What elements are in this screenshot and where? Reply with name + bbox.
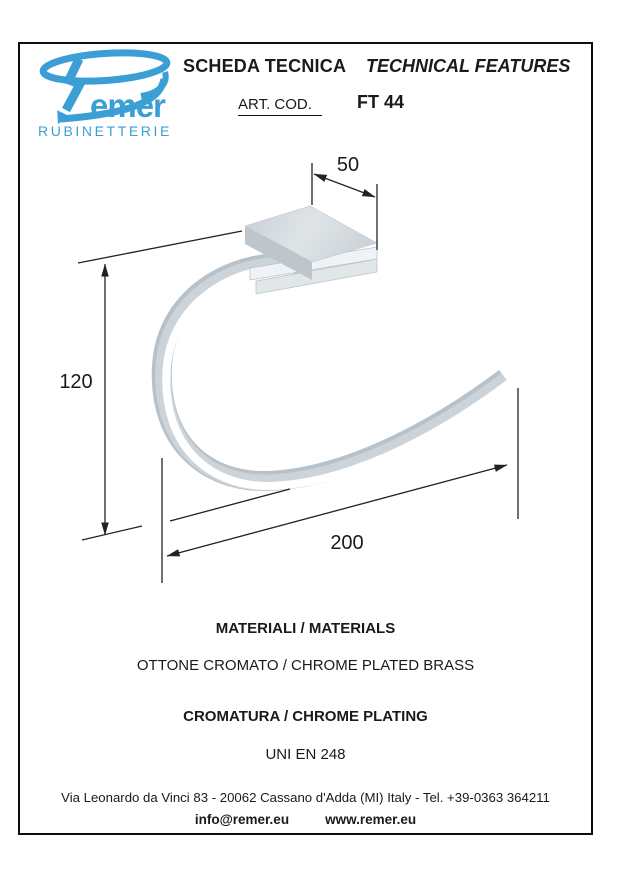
- art-cod-value: FT 44: [357, 92, 405, 112]
- dim-label-120: 120: [59, 371, 93, 393]
- materials-value: OTTONE CROMATO / CHROME PLATED BRASS: [136, 657, 475, 674]
- title-scheda-tecnica: SCHEDA TECNICA: [183, 56, 347, 76]
- plating-value: UNI EN 248: [265, 746, 346, 763]
- footer-email-link[interactable]: info@remer.eu: [194, 812, 290, 827]
- dim-label-200: 200: [330, 532, 364, 554]
- logo-brand-text: emer: [90, 87, 165, 124]
- art-cod-label: ART. COD.: [238, 96, 322, 116]
- logo-sub-text: RUBINETTERIE: [38, 123, 172, 139]
- footer-contacts: [20, 812, 591, 827]
- footer-website-link[interactable]: www.remer.eu: [325, 812, 417, 827]
- plating-heading: CROMATURA / CHROME PLATING: [183, 708, 428, 725]
- towel-ring-band: [162, 263, 510, 486]
- footer-address: Via Leonardo da Vinci 83 - 20062 Cassano d'Adda (MI) Italy - Tel. +39-0363 364211: [61, 790, 550, 805]
- dim-label-50: 50: [336, 154, 360, 176]
- materials-heading: MATERIALI / MATERIALS: [215, 620, 396, 637]
- title-technical-features: TECHNICAL FEATURES: [366, 56, 571, 76]
